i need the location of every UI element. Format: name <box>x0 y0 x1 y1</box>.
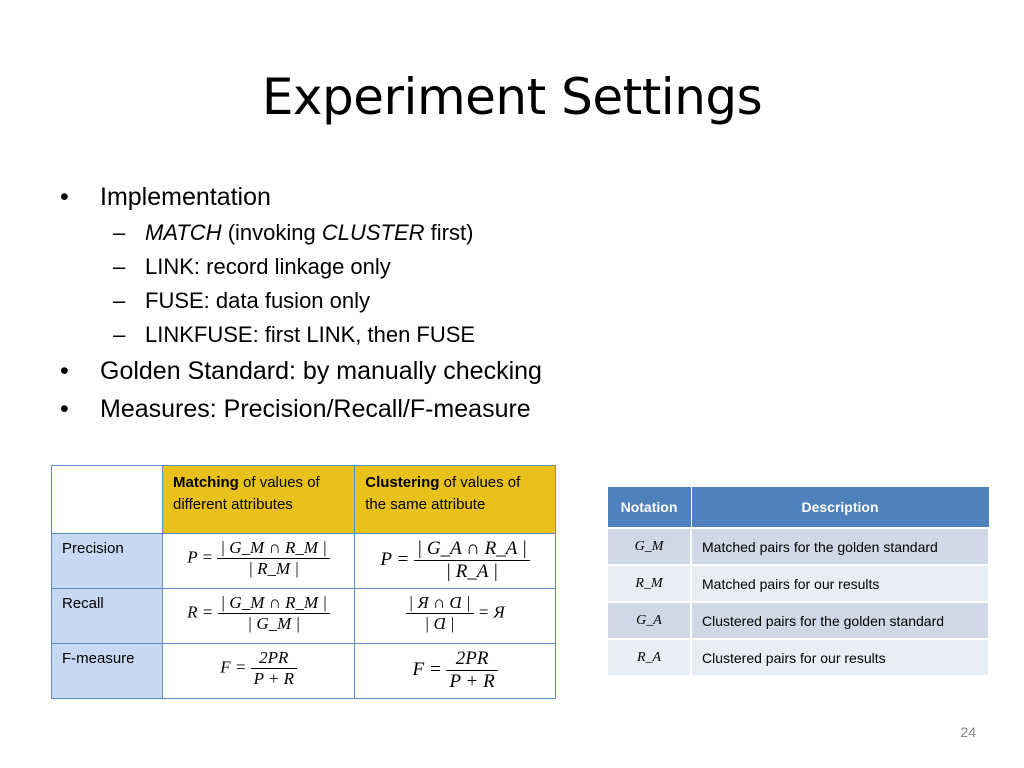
match-term: MATCH <box>145 220 222 245</box>
row-label-fmeasure: F-measure <box>52 644 163 699</box>
formula-denominator: | R_A | <box>445 561 499 582</box>
bullet-text: Golden Standard: by manually checking <box>100 357 542 385</box>
formula-lhs: P = <box>380 548 410 570</box>
header-description: Description <box>691 487 989 529</box>
precision-matching-formula <box>163 534 355 589</box>
row-precision <box>52 534 556 589</box>
notation-row <box>607 639 989 676</box>
header-matching-bold: Matching <box>173 474 239 491</box>
notation-row <box>607 602 989 639</box>
bullet-golden-standard <box>60 352 960 390</box>
sub-bullet-link <box>60 250 960 284</box>
cluster-term: CLUSTER <box>321 220 425 245</box>
recall-matching-formula <box>163 589 355 644</box>
formula-fraction <box>217 538 330 579</box>
sub-bullet-text: LINKFUSE: first LINK, then FUSE <box>145 322 476 347</box>
formula-numerator: | Я ∩ Ɑ | <box>406 593 474 614</box>
measures-header-row <box>52 466 556 534</box>
dash-icon: – <box>113 322 126 347</box>
notation-row <box>607 565 989 602</box>
header-blank-cell <box>52 466 163 534</box>
notation-symbol: R_M <box>607 565 691 602</box>
notation-description: Clustered pairs for the golden standard <box>691 602 989 639</box>
sub-bullet-linkfuse <box>60 318 960 352</box>
row-fmeasure <box>52 644 556 699</box>
row-recall <box>52 589 556 644</box>
bullet-implementation <box>60 178 960 216</box>
notation-table <box>606 486 990 677</box>
formula-denominator: P + R <box>449 671 495 692</box>
header-notation: Notation <box>607 487 691 529</box>
formula-numerator: | G_M ∩ R_M | <box>218 593 331 614</box>
row-label-recall: Recall <box>52 589 163 644</box>
formula-fraction <box>446 648 497 693</box>
sub-bullet-text: FUSE: data fusion only <box>145 288 371 313</box>
recall-clustering-formula <box>355 589 556 644</box>
notation-symbol: G_M <box>607 528 691 565</box>
notation-row <box>607 528 989 565</box>
fmeasure-matching-formula <box>163 644 355 699</box>
sub-bullet-text: (invoking <box>221 220 322 245</box>
row-label-precision: Precision <box>52 534 163 589</box>
fmeasure-clustering-formula <box>355 644 556 699</box>
formula-numerator: | G_A ∩ R_A | <box>414 538 530 561</box>
notation-header-row <box>607 487 989 529</box>
bullet-text: Implementation <box>100 183 271 211</box>
bullet-text: Measures: Precision/Recall/F-measure <box>100 395 531 423</box>
dash-icon: – <box>113 254 126 279</box>
bullet-list <box>60 178 960 428</box>
formula-lhs: F = <box>412 658 442 680</box>
formula-fraction <box>406 593 474 634</box>
notation-description: Matched pairs for the golden standard <box>691 528 989 565</box>
formula-denominator: | G_M | <box>247 614 301 633</box>
sub-bullet-fuse <box>60 284 960 318</box>
formula-numerator: 2PR <box>446 648 497 671</box>
header-clustering <box>355 466 556 534</box>
bullet-icon: • <box>60 395 69 423</box>
bullet-icon: • <box>60 357 69 385</box>
header-matching-text: of values of different attributes <box>173 474 320 513</box>
bullet-icon: • <box>60 183 69 211</box>
formula-rhs: = Я <box>477 602 505 622</box>
notation-symbol: G_A <box>607 602 691 639</box>
formula-numerator: 2PR <box>251 648 297 669</box>
sub-bullet-text: LINK: record linkage only <box>145 254 391 279</box>
formula-denominator: | Ɑ | <box>424 614 455 633</box>
formula-denominator: | R_M | <box>248 559 300 578</box>
formula-fraction <box>218 593 331 634</box>
formula-denominator: P + R <box>253 669 295 688</box>
dash-icon: – <box>113 220 126 245</box>
header-clustering-bold: Clustering <box>365 474 440 491</box>
precision-clustering-formula <box>355 534 556 589</box>
notation-symbol: R_A <box>607 639 691 676</box>
formula-lhs: P = <box>187 547 214 567</box>
page-number: 24 <box>960 724 976 740</box>
formula-numerator: | G_M ∩ R_M | <box>217 538 330 559</box>
measures-table <box>51 465 556 699</box>
notation-description: Matched pairs for our results <box>691 565 989 602</box>
bullet-measures <box>60 390 960 428</box>
notation-description: Clustered pairs for our results <box>691 639 989 676</box>
formula-fraction <box>251 648 297 689</box>
slide-title: Experiment Settings <box>261 68 763 126</box>
formula-fraction <box>414 538 530 583</box>
sub-bullet-text: first) <box>424 220 474 245</box>
header-clustering-text: of values of the same attribute <box>365 474 521 513</box>
sub-bullet-match <box>60 216 960 250</box>
dash-icon: – <box>113 288 126 313</box>
header-matching <box>163 466 355 534</box>
formula-lhs: R = <box>187 602 214 622</box>
formula-lhs: F = <box>220 657 247 677</box>
